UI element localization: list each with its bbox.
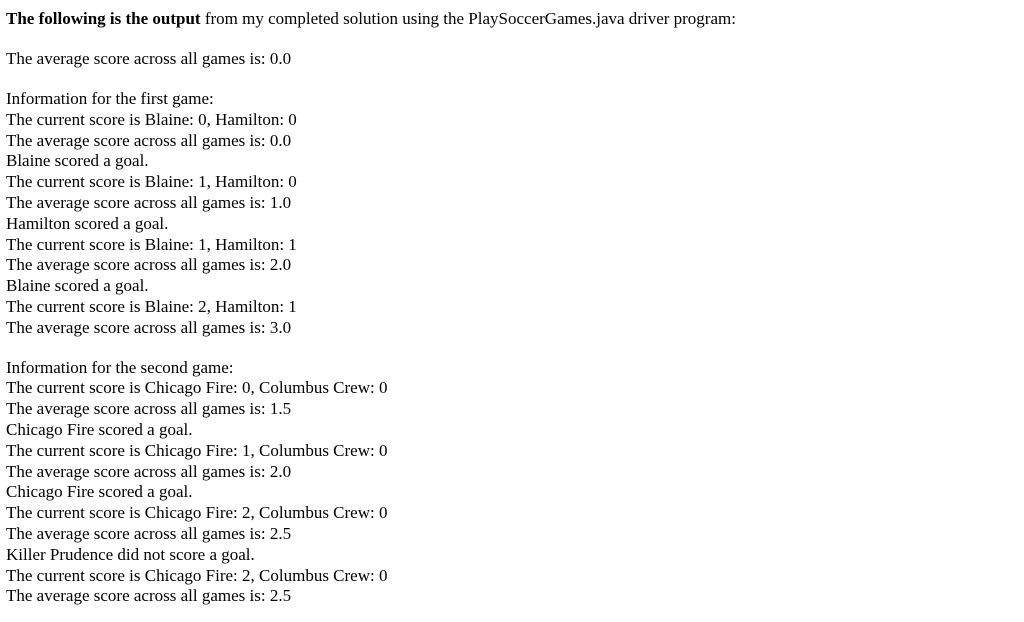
first-game-header: Information for the first game: bbox=[6, 89, 214, 108]
output-line: Chicago Fire scored a goal. bbox=[6, 482, 193, 502]
output-line: The average score across all games is: 2.0 bbox=[6, 255, 292, 275]
output-line: The average score across all games is: 2.5 bbox=[6, 586, 292, 606]
output-line: Killer Prudence did not score a goal. bbox=[6, 544, 255, 564]
output-line: The current score is Blaine: 2, Hamilton: 1 bbox=[6, 296, 297, 316]
output-line: Blaine scored a goal. bbox=[6, 276, 149, 296]
second-game-output bbox=[6, 358, 1016, 608]
output-line: The average score across all games is: 2.0 bbox=[6, 461, 292, 481]
output-line: The current score is Chicago Fire: 1, Columbus Crew: 0 bbox=[6, 440, 388, 460]
first-game-output bbox=[6, 89, 1016, 339]
output-line: The current score is Blaine: 0, Hamilton: 0 bbox=[6, 109, 297, 129]
document-page bbox=[6, 8, 1016, 607]
intro-paragraph bbox=[6, 8, 1016, 30]
output-line: The current score is Chicago Fire: 2, Columbus Crew: 0 bbox=[6, 565, 388, 585]
output-line: The current score is Chicago Fire: 2, Columbus Crew: 0 bbox=[6, 503, 388, 523]
intro-rest-text: from my completed solution using the PlaySoccerGames.java driver program: bbox=[200, 9, 736, 28]
output-line: Chicago Fire scored a goal. bbox=[6, 419, 193, 439]
output-line: The current score is Blaine: 1, Hamilton: 1 bbox=[6, 234, 297, 254]
output-line: The average score across all games is: 1.5 bbox=[6, 399, 292, 419]
output-line: The current score is Blaine: 1, Hamilton: 0 bbox=[6, 172, 297, 192]
output-line: Hamilton scored a goal. bbox=[6, 213, 169, 233]
output-line: The average score across all games is: 0.0 bbox=[6, 130, 292, 150]
output-line: The average score across all games is: 2.5 bbox=[6, 523, 292, 543]
output-line: The average score across all games is: 3.0 bbox=[6, 317, 292, 337]
second-game-header: Information for the second game: bbox=[6, 357, 234, 377]
output-line: Blaine scored a goal. bbox=[6, 151, 149, 171]
overall-average-line: The average score across all games is: 0.0 bbox=[6, 49, 292, 68]
output-line: The current score is Chicago Fire: 0, Columbus Crew: 0 bbox=[6, 378, 388, 398]
intro-bold-text: The following is the output bbox=[6, 9, 201, 28]
output-line: The average score across all games is: 1.0 bbox=[6, 192, 292, 212]
